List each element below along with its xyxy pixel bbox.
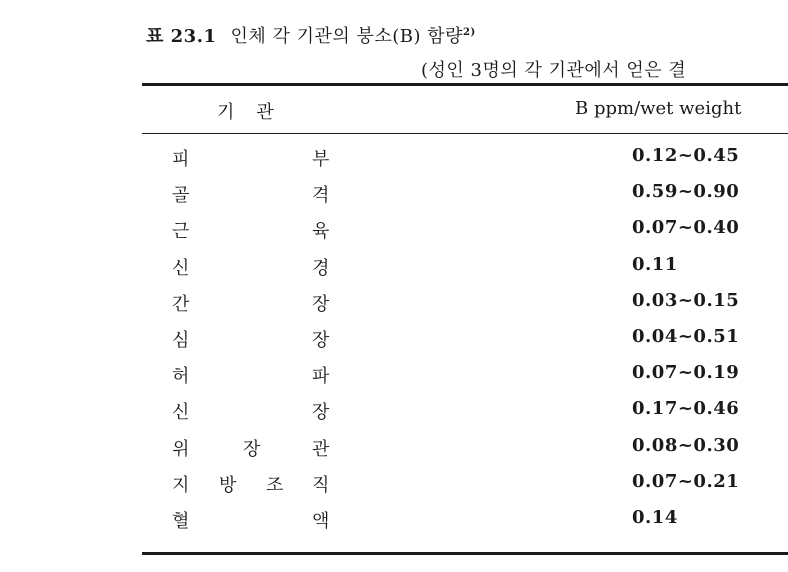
organ-name-char: 격 xyxy=(312,185,330,207)
table-row xyxy=(0,254,788,290)
table-caption xyxy=(146,22,476,48)
boron-value: 0.04~0.51 xyxy=(632,326,740,347)
organ-name-char: 장 xyxy=(312,293,330,315)
organ-name-char: 신 xyxy=(172,402,190,424)
boron-value: 0.08~0.30 xyxy=(632,434,740,456)
table-number: 표 23.1 xyxy=(146,26,217,47)
organ-name-char: 심 xyxy=(172,330,190,351)
organ-name-char: 지 xyxy=(172,474,190,496)
organ-name-char: 파 xyxy=(312,366,330,388)
organ-name-char: 장 xyxy=(312,402,330,424)
boron-value: 0.11 xyxy=(632,253,678,275)
table-title: 인체 각 기관의 붕소(B) 함량 xyxy=(230,26,464,47)
table-row xyxy=(0,326,788,362)
table-row xyxy=(0,398,788,434)
reference-mark: 2) xyxy=(463,27,476,38)
top-rule xyxy=(142,83,788,86)
table-row xyxy=(0,435,788,471)
organ-name-char: 장 xyxy=(312,330,330,351)
organ-name-char: 피 xyxy=(172,149,190,170)
boron-value: 0.07~0.19 xyxy=(632,362,740,384)
header-rule xyxy=(142,133,788,134)
table-row xyxy=(0,217,788,253)
boron-value: 0.17~0.46 xyxy=(632,398,740,420)
organ-name-char: 골 xyxy=(172,185,190,207)
table-row xyxy=(0,507,788,543)
table-row xyxy=(0,181,788,217)
boron-value: 0.12~0.45 xyxy=(632,145,740,166)
organ-name-char: 관 xyxy=(312,438,330,460)
column-header-organ: 기관 xyxy=(217,102,296,123)
boron-value: 0.59~0.90 xyxy=(632,181,740,203)
boron-value: 0.03~0.15 xyxy=(632,289,740,311)
organ-name-char: 조 xyxy=(266,474,284,496)
bottom-rule xyxy=(142,552,788,555)
table-row xyxy=(0,290,788,326)
organ-name-char: 액 xyxy=(312,511,330,532)
organ-name-char: 근 xyxy=(172,221,190,243)
organ-name-char: 혈 xyxy=(172,511,190,532)
table-row xyxy=(0,362,788,398)
boron-value: 0.07~0.40 xyxy=(632,217,740,239)
table-row xyxy=(0,471,788,507)
organ-name-char: 신 xyxy=(172,257,190,279)
boron-value: 0.07~0.21 xyxy=(632,470,740,492)
column-header-value: B ppm/wet weight xyxy=(575,98,742,119)
organ-name-char: 장 xyxy=(243,438,261,460)
organ-name-char: 간 xyxy=(172,293,190,315)
table-row xyxy=(0,145,788,181)
boron-value: 0.14 xyxy=(632,507,678,528)
organ-name-char: 허 xyxy=(172,366,190,388)
table-subtitle: (성인 3명의 각 기관에서 얻은 결 xyxy=(421,60,687,81)
organ-name-char: 위 xyxy=(172,438,190,460)
organ-name-char: 경 xyxy=(312,257,330,279)
organ-name-char: 방 xyxy=(219,474,237,496)
organ-name-char: 부 xyxy=(312,149,330,170)
organ-name-char: 직 xyxy=(312,474,330,496)
organ-name-char: 육 xyxy=(312,221,330,243)
